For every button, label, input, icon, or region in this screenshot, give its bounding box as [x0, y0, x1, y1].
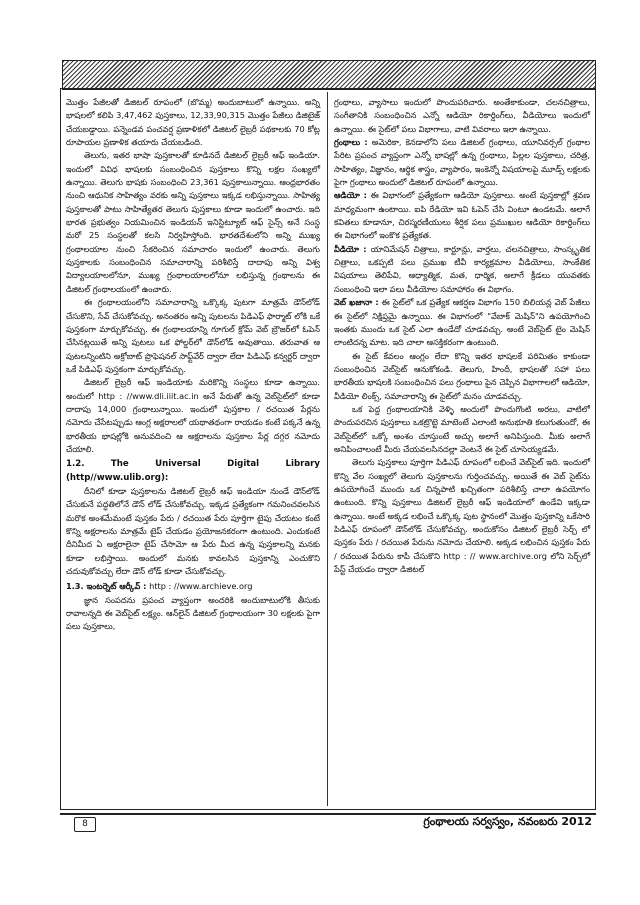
- section-1-3-body: జ్ఞాన సంపదను ప్రపంచ వ్యాప్తంగా అందరికి అందుబాటులోకి తీసుకు రావాలన్నది ఈ వెబ్‌సైట్ లక్ష్యం. ఆన్‌లైన్ డిజిటల్ గ్రంథాలయంగా 30 లక్షలకు పైగా పలు పుస్తకాలు,: [66, 594, 320, 632]
- paragraph: ఈ సైట్ కేవలం ఆంగ్లం లేదా కొన్ని ఇతర భాషలకే పరిమితం కాకుండా సంబంధించిన వెబ్‌సైట్ ఆనుకోకండి. తెలుగు, హిందీ, భాషలతో సహా పలు భారతీయ భాషలకి సంబంధించిన పలు గ్రంథాలు పైన చెప్పిన విభాగాలలో ఆడియో, వీడియో లింక్స్, సమాచారాన్ని ఈ సైట్‌లో మనం చూడవచ్చు.: [334, 350, 590, 401]
- section-1-3-url[interactable]: http : //www.archieve.org: [149, 581, 253, 592]
- section-1-2-body: దీనిలో కూడా పుస్తకాలను డిజిటల్ లైబ్రరీ ఆఫ్ ఇండియా నుండే డౌన్‌లోడ్ చేసుకునే పద్ధతిలోనే డౌన్ లోడ్ చేసుకోవచ్చు. ఇక్కడ ప్రత్యేకంగా గమనించవలసిన మరొక అంశమేమంటే పుస్తకం పేరు / రచయిత పేరు పూర్తిగా టైపు చేయటం కంటే కొన్ని అక్షరాలను మాత్రమే టైప్ చేయడం ప్రయోజనకరంగా ఉంటుంది. ఎందుకంటే దీనిమీద ఏ అక్షరాలైనా టైప్ చేసామో ఆ పేరు మీద ఉన్న పుస్తకాలన్ని మనకు కూడా లభిస్తాయి. అందులో మనకు కావలసిన పుస్తకాన్ని ఎంచుకొని చదువుకోవచ్చు లేదా డౌన్ లోడ్ కూడా చేసుకోవచ్చు.: [66, 485, 320, 577]
- category-text: ఈ సైట్‌లో ఒక ప్రత్యేక ఆకర్షణ విభాగం 150 బిలియన్ల వెబ్ పేజీలు ఈ సైట్‌లో నిక్షిప్తమై ఉన్నాయి. ఈ విభాగంలో "వేబాక్ మెషిన్"ని ఉపయోగించి ఇంతకు ముందు ఒక సైట్ ఎలా ఉండేదో చూడవచ్చు. అంటే వెబ్‌సైట్ టైం మెషిన్ లాంటిదన్న మాట. ఇది చాలా ఆసక్తికరంగా ఉంటుంది.: [334, 297, 590, 348]
- category-item: [334, 296, 590, 349]
- category-label: ఆడియో :: [334, 190, 367, 201]
- category-item: [334, 189, 590, 242]
- right-column: [334, 96, 590, 576]
- category-label: వెబ్ ఖజానా :: [334, 297, 379, 308]
- paragraph: తెలుగు పుస్తకాలు పూర్తిగా పిడిఎఫ్ రూపంలో లభించే వెబ్‌సైట్ ఇది. ఇందులో కొన్ని వేల సంఖ్యలో తెలుగు పుస్తకాలను గుర్తించవచ్చు. అయితే ఈ వెబ్ సైట్‌ను ఉపయోగించే ముందు ఒక చిన్నపాటి ఖచ్చితంగా పరిశీలిస్తే చాలా ఉపయోగం ఉంటుంది. కొన్ని పుస్తకాలు డిజిటల్ లైబ్రరీ ఆఫ్ ఇండియాలో ఉండేవి ఇక్కడా ఉన్నాయి. అంటే అక్కడ లభించే ఒక్కొక్క పుట స్థానంలో మొత్తం పుస్తకాన్ని ఒకేసారి పిడిఎఫ్ రూపంలో డౌన్‌లోడ్ చేసుకోవచ్చు. అందుకోసం డిజిటల్ లైబ్రరీ సెర్చ్ లో పుస్తకం పేరు / రచయిత పేరును నమోదు చేయాలి. అక్కడ లభించిన పుస్తకం పేరు / రచయిత పేరును కాపీ చేసుకొని http : // www.archive.org లోని సెర్చ్‌లో పేస్ట్ చేయడం ద్వారా డిజిటల్: [334, 457, 590, 575]
- category-label: గ్రంథాలు :: [334, 137, 368, 148]
- paragraph: ఒక పెద్ద గ్రంథాలయానికి వెళ్ళి అందులో పొందుగొంటి అరలు, వాటిలో పొందుపరచిన పుస్తకాలు ఒకట్రొట్టె మాటెంటే ఎలాంటి అనుభూతి కలుగుతుందో, ఈ వెబ్‌సైట్‌లో ఒక్కో అంశం చూస్తుంటే అచ్చు అలాగే అనిపిస్తుంది. మీకు అలాగే అనిపించాలంటే మీరు చేయవలసినదల్లా వెంటనే ఈ సైట్ చూసెయ్యడమే.: [334, 403, 590, 454]
- section-1-3-heading-line: [66, 580, 320, 593]
- paragraph: గ్రంథాలు, వ్యాసాలు ఇందులో పొందుపరిచారు. అంతేకాకుండా, చలనచిత్రాలు, సంగీతానికి సంబంధించిన ఎన్నో ఆడియో రికార్డింగ్‌లు, వీడియోలు ఇందులో ఉన్నాయి. ఈ సైట్‌లో పలు విభాగాలు, వాటి వివరాలు ఇలా ఉన్నాయి.: [334, 97, 590, 134]
- left-column: [66, 96, 320, 634]
- paragraph: ఈ గ్రంథాలయంలోని సమాచారాన్ని ఒక్కొక్క పుటగా మాత్రమే డౌన్‌లోడ్ చేసుకొని, సేవ్ చేసుకోవచ్చు. అనంతరం అన్ని పుటలను పిడిఎఫ్ ఫార్మాట్ లోకి ఒకే పుస్తకంగా మార్చుకోవచ్చు. ఈ గ్రంథాలయాన్ని గూగుల్ క్రోమ్ వెబ్ బ్రౌజర్‌లో ఓపెన్ చేసినట్లయితే అన్ని పుటలు ఒక ఫోల్డర్‌లో డౌన్‌లోడ్ అవుతాయి. తరువాత ఆ పుటలన్నింటిని అక్రోబాట్ ప్రొఫెషనల్ సాఫ్ట్‌వేర్ ద్వారా లేదా పిడిఎఫ్ కన్వర్టర్ ద్వారా ఒకే పిడిఎఫ్ పుస్తకంగా మార్చుకోవచ్చు.: [66, 297, 320, 374]
- column-divider: [327, 92, 328, 806]
- section-1-3-heading: 1.3. ఇంటర్నెట్ ఆర్కీవ్ :: [66, 581, 147, 592]
- paragraph: మొత్తం పేజీలతో డిజిటల్ రూపంలో (బొమ్మ) అందుబాటులో ఉన్నాయి. అన్ని భాషలలో కలిపి 3,47,462 పుస్తకాలు, 12,33,90,315 మొత్తం పేజీలు డిజిటైజ్ చేయబడ్డాయి. పన్నెండవ పంచవర్ష ప్రణాళికలో డిజిటల్ లైబ్రరీ పథకాలకు 70 కోట్ల రూపాయల ప్రణాళిక తయారు చేయబడింది.: [66, 97, 320, 148]
- paragraph: తెలుగు, ఇతర భాషా పుస్తకాలతో కూడినదే డిజిటల్ లైబ్రరీ ఆఫ్ ఇండియా. ఇందులో వివిధ భాషలకు సంబంధించిన పుస్తకాలు కొన్ని లక్షల సంఖ్యలో ఉన్నాయి. తెలుగు భాషకు సంబంధించి 23,361 పుస్తకాలున్నాయి. ఆంధ్రభారతం నుంచి ఆధునిక సాహిత్యం వరకు అన్ని పుస్తకాలు ఇక్కడ లభిస్తున్నాయి. సాహిత్య పుస్తకాలతో పాటు సాహిత్యేతర తెలుగు పుస్తకాలు కూడా ఇందులో ఉంచారు. ఇది భారత ప్రభుత్వం నియమించిన ఇండియన్ ఇనిస్టిట్యూట్ ఆఫ్ సైన్స్ అనే సంస్థ మరో 25 సంస్థలతో కలసి నిర్వహిస్తోంది. భారతదేశంలోని అన్ని ముఖ్య గ్రంథాలయాల నుంచి సేకరించిన సమాచారం ఇందులో ఉంచారు. తెలుగు పుస్తకాలకు సంబంధించిన సమాచారాన్ని పరిశీలిస్తే దాదాపు అన్ని విశ్వ విద్యాలయాలలోనూ, ముఖ్య గ్రంథాలయాలలోనూ లభిస్తున్న గ్రంథాలను ఈ డిజిటల్ గ్రంథాలయంలో ఉంచారు.: [66, 150, 320, 294]
- category-text: యానిమేషన్ చిత్రాలు, కార్టూన్లు, వార్తలు, చలనచిత్రాలు, సాంస్కృతిక చిత్రాలు, ఒకప్పటి పలు ప్రముఖ టీవీ కార్యక్రమాల వీడియోలు, సాంకేతిక విషయాలు తెలిపేవి, ఆధ్యాత్మిక, మత, ధార్మిక, అలాగే క్రీడలు యువతకు సంబంధించి ఇలా పలు వీడియోల సమాహారం ఈ విభాగం.: [334, 243, 591, 294]
- running-title: గ్రంథాలయ సర్వస్వం, నవంబరు 2012: [423, 815, 592, 828]
- header-hatch-band: [62, 60, 596, 90]
- category-text: ఈ విభాగంలో ప్రత్యేకంగా ఆడియో పుస్తకాలు. అంటే పుస్తకాల్లో శ్రవణ మాధ్యమంగా ఉంటాయి. ఐపి రేడియో ఇవి ఓపెన్ చేసి వింటూ ఉండటమే. అలాగే కవితలు కూడానూ, చిరస్మరణీయులు శీర్షిక పలు ప్రముఖుల ఆడియో రికార్డింగ్‌లు ఈ విభాగంలో ఇంకొక ప్రత్యేకత.: [334, 190, 591, 241]
- page-number: 8: [74, 817, 96, 832]
- category-label: వీడియో :: [334, 243, 367, 254]
- category-text: అమెరికా, కెనడాలోని పలు డిజిటల్ గ్రంథాలు, యూనివర్సల్ గ్రంథాల పేరిట ప్రపంచ వ్యాప్తంగా ఎన్నో భాషల్లో ఉన్న గ్రంథాలు, పిల్లల పుస్తకాలు, చరిత్ర, సాహిత్యం, విజ్ఞానం, ఆర్థిక శాస్త్రం, వ్యాపారం, ఇంకెన్నో విషయాలపై మూడ్స్ లక్షలకు పైగా గ్రంథాలు అందులో డిజిటల్ రూపంలో ఉన్నాయి.: [334, 137, 591, 188]
- category-item: [334, 243, 590, 296]
- category-item: [334, 136, 590, 189]
- section-1-2-heading: 1.2. The Universal Digital Library (http//www.ulib.org):: [66, 459, 320, 483]
- paragraph: డిజిటల్ లైబ్రరీ ఆఫ్ ఇండియాకు మరికొన్ని సంస్థలు కూడా ఉన్నాయి. అందులో http : //www.dli.iiit.ac.in అనే పేరుతో ఉన్న వెబ్‌సైట్‌లో కూడా దాదాపు 14,000 గ్రంథాలున్నాయి. ఇందులో పుస్తకాల / రచయిత పేర్లను నమోదు చేసేటప్పుడు ఆంగ్ల అక్షరాలలో యథాతథంగా రాయడం కంటే పక్కనే ఉన్న భారతీయ భాషల్లోకి అనువదించి ఆ అక్షరాలను పుస్తకాల పేర్ల దగ్గర నమోదు చేయాలి.: [66, 377, 320, 454]
